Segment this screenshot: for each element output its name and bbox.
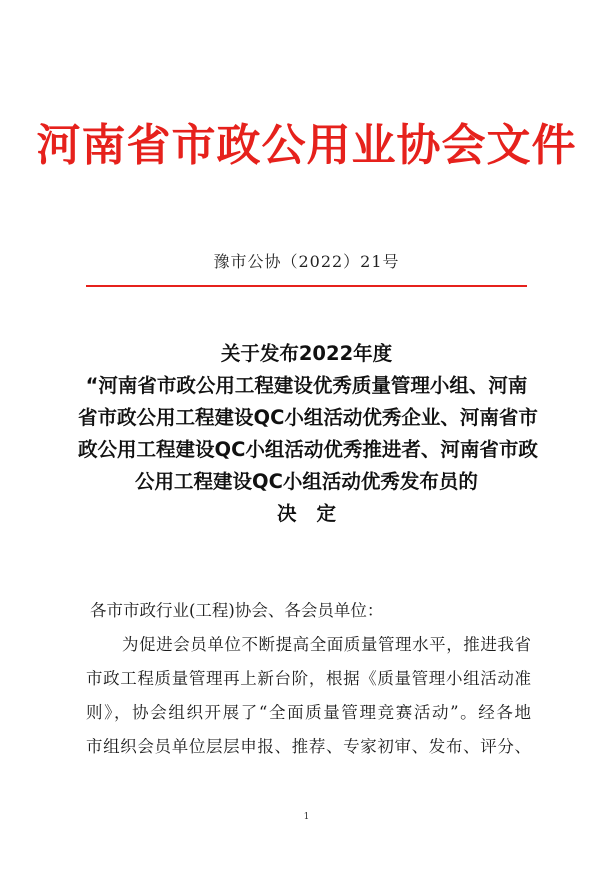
- decision-heading-line: 关于发布2022年度: [220, 342, 393, 365]
- paragraph-line: 为促进会员单位不断提高全面质量管理水平，推进我省: [122, 635, 531, 654]
- paragraph-line: 市政工程质量管理再上新台阶，根据《质量管理小组活动准: [86, 669, 531, 688]
- decision-heading-line: “河南省市政公用工程建设优秀质量管理小组、河南: [85, 374, 528, 397]
- decision-heading-word: 决定: [276, 502, 356, 525]
- document-number: 豫市公协（2022）21号: [213, 252, 400, 271]
- red-header-title: 河南省市政公用业协会文件: [36, 120, 577, 171]
- decision-heading-line: 省市政公用工程建设QC小组活动优秀企业、河南省市: [78, 406, 538, 429]
- salutation: 各市市政行业(工程)协会、各会员单位：: [90, 601, 384, 620]
- body-text: [86, 594, 531, 764]
- decision-heading-line: 政公用工程建设QC小组活动优秀推进者、河南省市政: [78, 438, 538, 461]
- decision-heading: [78, 338, 538, 530]
- decision-heading-line: 公用工程建设QC小组活动优秀发布员的: [135, 470, 478, 493]
- page-number: 1: [303, 812, 310, 822]
- paragraph-line: 则》，协会组织开展了“全面质量管理竞赛活动”。经各地: [86, 703, 531, 722]
- paragraph-line: 市组织会员单位层层申报、推荐、专家初审、发布、评分、: [86, 737, 531, 756]
- red-separator-line: [86, 285, 527, 287]
